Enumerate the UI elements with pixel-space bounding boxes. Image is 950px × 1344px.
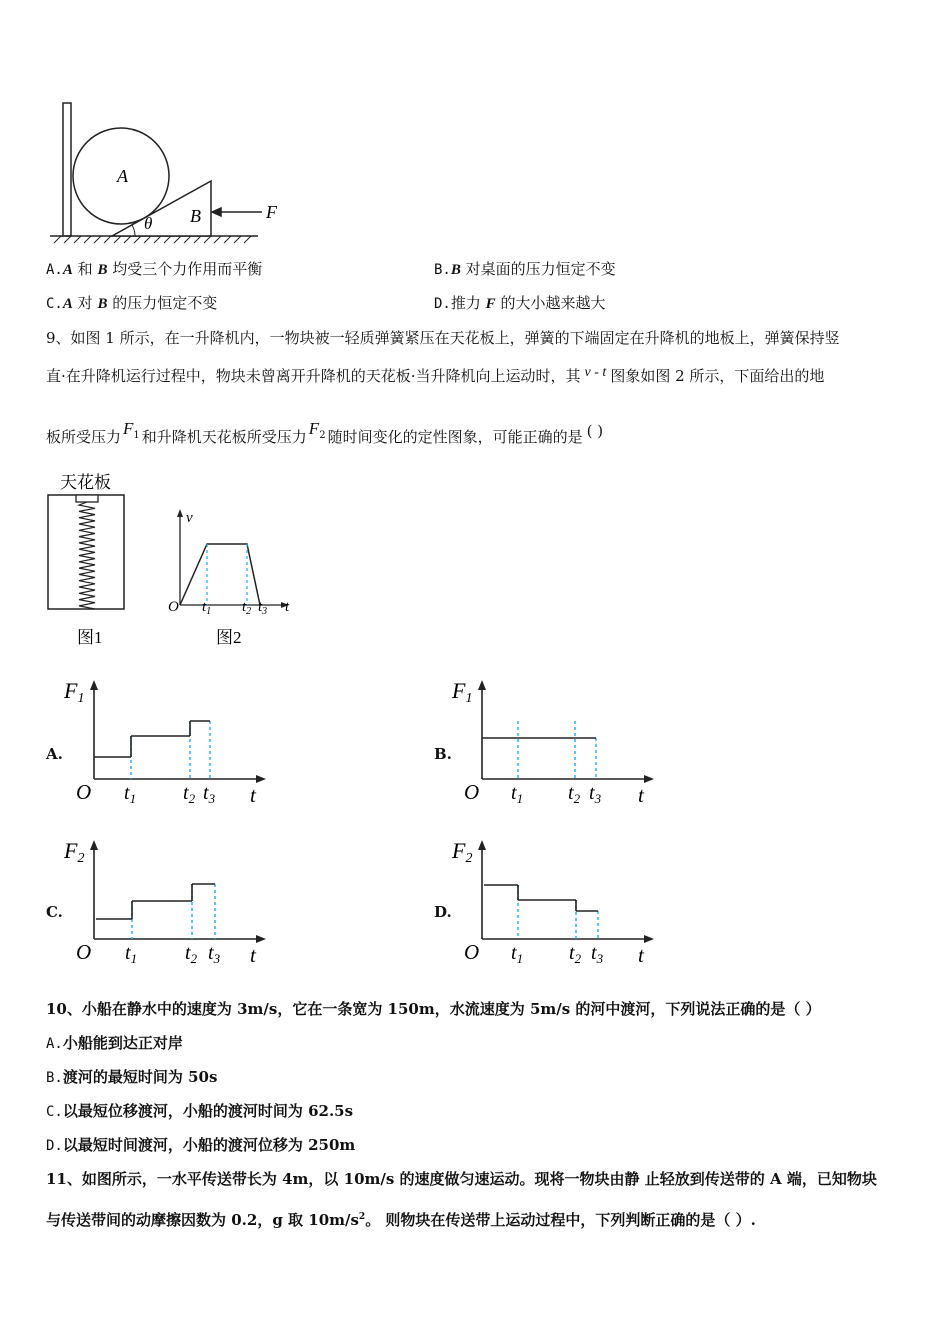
origin-label: O [168,599,179,615]
spring [79,502,95,609]
option-prefix: D. [434,296,451,312]
q8-option-B[interactable] [434,259,616,280]
option-text: 以最短时间渡河，小船的渡河位移为 250m [62,1136,356,1154]
option-subject2: B [97,262,108,278]
option-prefix: B. [46,1070,63,1086]
q11-line2 [46,1207,756,1230]
t1-label: $t_1$ [202,599,212,617]
option-prefix: D. [46,1138,63,1154]
y-axis-arrow [478,680,486,690]
q9-figure1 [40,468,140,650]
q9-option-C-graph[interactable] [60,835,280,970]
option-text: 小船能到达正对岸 [62,1034,183,1052]
t2-label: $t_2$ [242,599,252,617]
origin-label: O [76,940,92,964]
q9-option-D-graph[interactable] [448,835,668,970]
q11-line1: 11、如图所示，一水平传送带长为 4m，以 10m/s 的速度做匀速运动。现将一物块由静 止轻放到传送带的 A 端，已知物块 [46,1170,877,1188]
option-prefix: C. [46,296,63,312]
origin-label: O [464,780,480,804]
wall [63,103,71,236]
q11-sup: 2 [358,1212,366,1222]
F2-symbol: $F_2$ [308,419,326,441]
origin-label: O [76,780,92,804]
q9-option-A-graph[interactable] [60,675,280,810]
v-label: v [186,510,193,526]
t3-label: $t_3$ [589,782,602,806]
t2-label: $t_2$ [569,942,582,966]
y-axis-arrow [90,680,98,690]
y-axis-arrow [478,840,486,850]
ground-hatch [54,236,251,243]
option-subject: A [62,296,73,312]
option-text: 的大小越来越大 [500,294,606,312]
t-axis-label: t [250,943,256,967]
t3-label: $t_3$ [208,942,221,966]
q9-line2b: 图象如图 2 所示，下面给出的地 [610,367,825,385]
t-axis-label: t [638,783,644,807]
fig1-caption: 图1 [77,628,103,647]
q10-option-B[interactable] [46,1067,217,1088]
x-axis-arrow [256,935,266,943]
option-text: 的压力恒定不变 [112,294,218,312]
option-prefix: A. [46,1036,63,1052]
vt-symbol: v - t [584,365,607,380]
t3-label: $t_3$ [203,782,216,806]
q9-option-B-graph[interactable] [448,675,668,810]
label-theta: θ [144,214,153,233]
label-B: B [190,206,201,226]
t1-label: $t_1$ [125,942,138,966]
q10-option-A[interactable] [46,1033,183,1054]
option-text: 以最短位移渡河，小船的渡河时间为 62.5s [62,1102,354,1120]
y-axis-label: F1 [452,678,473,706]
q9-option-C-label[interactable]: C. [46,903,63,921]
q9-figure2 [165,505,305,650]
v-curve [180,544,260,605]
q9-option-B-label[interactable]: B. [434,745,452,763]
y-axis-label: F2 [452,838,473,866]
label-A: A [117,166,128,186]
t2-label: $t_2$ [185,942,198,966]
option-subject: B [450,262,461,278]
origin-label: O [464,940,480,964]
option-text: 均受三个力作用而平衡 [112,260,263,278]
option-prefix: A. [46,262,63,278]
option-subject: F [485,296,496,312]
q8-option-D[interactable] [434,293,605,314]
answer-paren[interactable]: ( ) [586,422,604,440]
t-axis-label: t [250,783,256,807]
q8-option-C[interactable] [46,293,217,314]
option-mid: 和 [77,260,93,278]
F1-symbol: $F_1$ [123,419,140,441]
option-subject2: B [97,296,108,312]
q9-line3b: 和升降机天花板所受压力 [141,428,307,446]
ceiling-label: 天花板 [60,473,111,492]
y-axis-label: F1 [64,678,85,706]
x-axis-arrow [644,775,654,783]
q9-option-D-label[interactable]: D. [434,903,452,921]
t-axis-label: t [638,943,644,967]
y-axis-label: F2 [64,838,85,866]
q11-line2a: 与传送带间的动摩擦因数为 0.2，g 取 10m/s [46,1211,359,1229]
t1-label: $t_1$ [124,782,137,806]
option-prefix: C. [46,1104,63,1120]
q8-figure [40,95,300,255]
option-prefix: B. [434,262,451,278]
q10-option-D[interactable] [46,1135,355,1156]
x-axis-arrow [256,775,266,783]
q11-line2b: 。 则物块在传送带上运动过程中，下列判断正确的是（ ）. [365,1211,756,1229]
block [76,495,98,502]
t3-label: $t_3$ [591,942,604,966]
t-axis-label: t [285,599,290,615]
q9-line1: 9、如图 1 所示，在一升降机内，一物块被一轻质弹簧紧压在天花板上，弹簧的下端固定在升降机的地板上，弹簧保持竖 [46,329,840,347]
q9-option-A-label[interactable]: A. [46,745,63,763]
t2-label: $t_2$ [183,782,196,806]
fig2-caption: 图2 [216,628,242,647]
q9-line2a: 直·在升降机运行过程中，物块未曾离开升降机的天花板·当升降机向上运动时，其 [46,367,581,385]
force-arrow-head [212,208,221,216]
option-pre: 推力 [450,294,481,312]
q9-line3c: 随时间变化的定性图象，可能正确的是 [327,428,583,446]
q10-stem: 10、小船在静水中的速度为 3m/s，它在一条宽为 150m，水流速度为 5m/s 的河中渡河，下列说法正确的是（ ） [46,1000,821,1018]
q10-option-C[interactable] [46,1101,353,1122]
x-axis-arrow [644,935,654,943]
t3-label: $t_3$ [258,599,268,617]
t1-label: $t_1$ [511,782,524,806]
q9-line3 [46,419,604,454]
option-text: 渡河的最短时间为 50s [62,1068,218,1086]
y-axis-arrow [90,840,98,850]
option-subject: A [62,262,73,278]
q8-option-A[interactable] [46,259,262,280]
q9-line2 [46,366,824,388]
q9-line3a: 板所受压力 [46,428,122,446]
option-mid: 对 [77,294,93,312]
t2-label: $t_2$ [568,782,581,806]
y-axis-arrow [177,509,183,517]
label-F: F [266,202,277,222]
t1-label: $t_1$ [511,942,524,966]
option-text: 对桌面的压力恒定不变 [465,260,616,278]
